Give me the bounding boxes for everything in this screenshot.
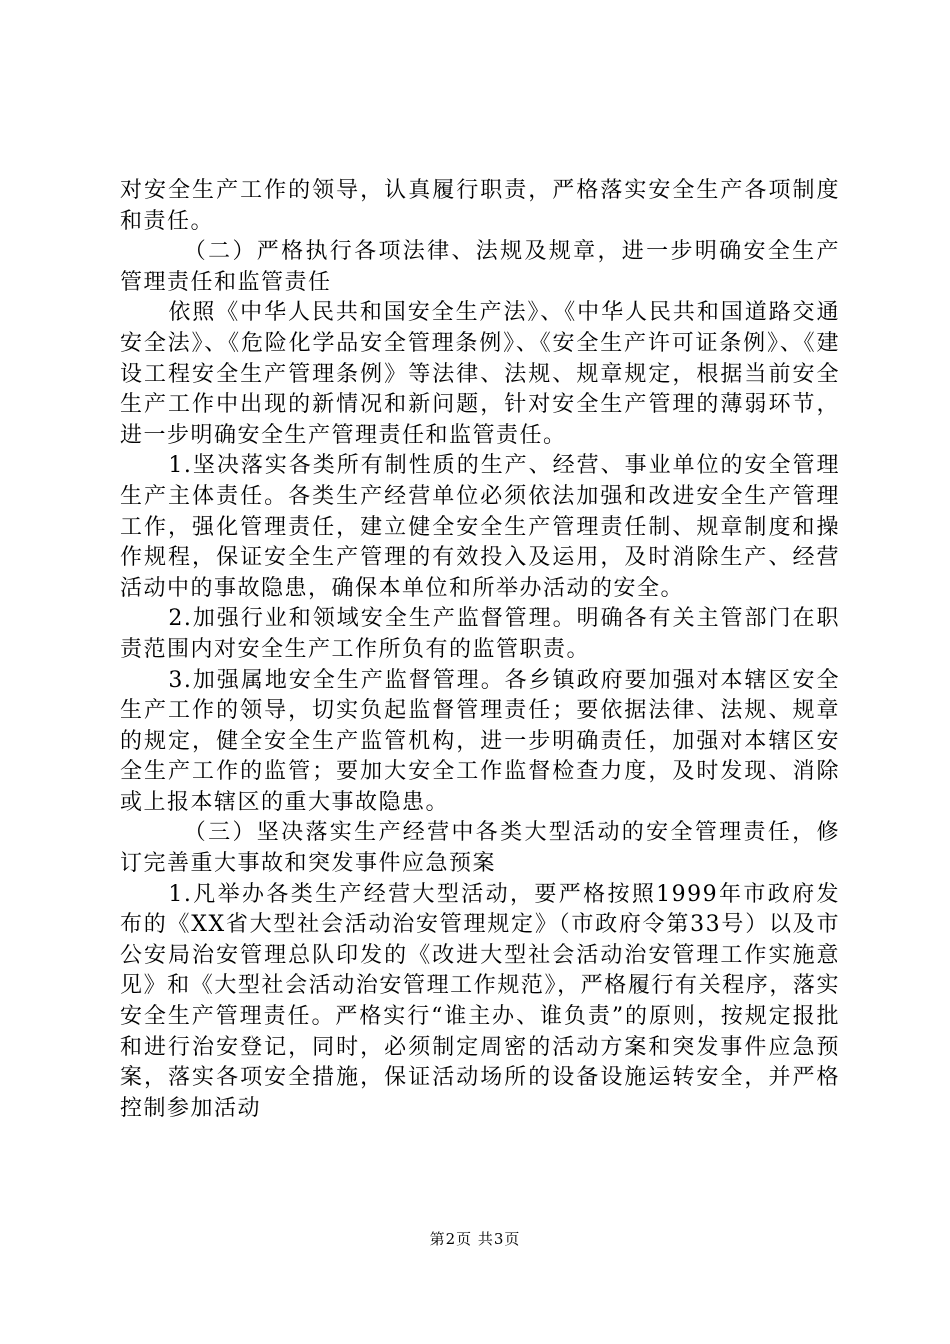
section-heading-3: （三）坚决落实生产经营中各类大型活动的安全管理责任，修订完善重大事故和突发事件应急预案 (120, 820, 840, 877)
list-item-3: 3.加强属地安全生产监督管理。各乡镇政府要加强对本辖区安全生产工作的领导，切实负起监督管理责任；要依据法律、法规、规章的规定，健全安全生产监管机构，进一步明确责任，加强对本辖区安全生产工作的监管；要加大安全工作监督检查力度，及时发现、消除或上报本辖区的重大事故隐患。 (120, 667, 840, 815)
list-item-1: 1.坚决落实各类所有制性质的生产、经营、事业单位的安全管理生产主体责任。各类生产经营单位必须依法加强和改进安全生产管理工作，强化管理责任，建立健全安全生产管理责任制、规章制度和操作规程，保证安全生产管理的有效投入及运用，及时消除生产、经营活动中的事故隐患，确保本单位和所举办活动的安全。 (120, 453, 840, 601)
paragraph-1: 对安全生产工作的领导，认真履行职责，严格落实安全生产各项制度和责任。 (120, 178, 840, 234)
paragraph-3: 依照《中华人民共和国安全生产法》、《中华人民共和国道路交通安全法》、《危险化学品安全管理条例》、《安全生产许可证条例》、《建设工程安全生产管理条例》等法律、法规、规章规定，根据当前安全生产工作中出现的新情况和新问题，针对安全生产管理的薄弱环节，进一步明确安全生产管理责任和监管责任。 (120, 300, 840, 448)
section-heading-2: （二）严格执行各项法律、法规及规章，进一步明确安全生产管理责任和监管责任 (120, 239, 840, 295)
page-number-footer: 第2页 共3页 (429, 1230, 521, 1248)
list-item-section3-1: 1.凡举办各类生产经营大型活动，要严格按照1999年市政府发布的《XX省大型社会活动治安管理规定》（市政府令第33号）以及市公安局治安管理总队印发的《改进大型社会活动治安管理工作实施意见》和《大型社会活动治安管理工作规范》，严格履行有关程序，落实安全生产管理责任。严格实行“谁主办、谁负责”的原则，按规定报批和进行治安登记，同时，必须制定周密的活动方案和突发事件应急预案，落实各项安全措施，保证活动场所的设备设施运转安全，并严格控制参加活动 (120, 881, 840, 1121)
list-item-2: 2.加强行业和领域安全生产监督管理。明确各有关主管部门在职责范围内对安全生产工作所负有的监管职责。 (120, 606, 840, 662)
document-body (120, 176, 840, 1124)
